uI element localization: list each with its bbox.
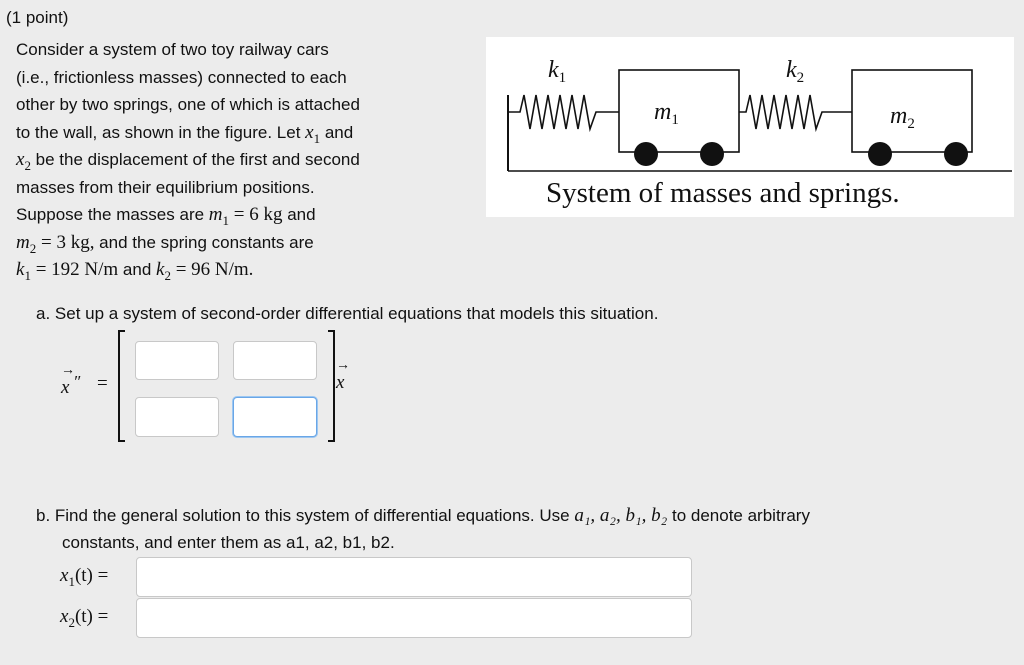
x1-label: $x_1(t)$ =	[60, 565, 109, 589]
problem-line	[16, 256, 456, 284]
problem-line: masses from their equilibrium positions.	[16, 177, 315, 197]
var-k2: $k_2$	[156, 259, 171, 283]
m1-label: $m_1$	[654, 99, 679, 128]
part-b-text: to denote arbitrary	[667, 506, 810, 525]
problem-line	[16, 229, 456, 257]
part-b-text: b. Find the general solution to this system of differential equations. Use	[36, 506, 575, 525]
var-x1: $x_1$	[305, 121, 321, 146]
m1-value: = 6 kg	[229, 204, 283, 225]
wheel	[700, 142, 724, 166]
problem-line	[16, 201, 456, 229]
part-b-prompt	[36, 502, 810, 556]
matrix-cell-2-2[interactable]	[233, 397, 317, 437]
matrix-cell-2-1[interactable]	[135, 397, 219, 437]
var-x2: $x_2$	[16, 149, 31, 173]
spring-k2	[739, 95, 852, 129]
problem-line	[16, 119, 456, 147]
problem-line: (i.e., frictionless masses) connected to each	[16, 67, 347, 87]
problem-line: Consider a system of two toy railway cars	[16, 40, 329, 59]
m2-value: = 3 kg,	[36, 231, 95, 253]
mass-m1	[619, 70, 739, 152]
point-value: (1 point)	[6, 8, 69, 27]
left-bracket	[118, 330, 125, 442]
problem-text: and	[320, 122, 354, 142]
problem-text: and	[282, 205, 316, 224]
var-m1: $m_1$	[208, 204, 230, 228]
problem-line: other by two springs, one of which is attached	[16, 95, 360, 114]
part-a-prompt: a. Set up a system of second-order differential equations that models this situation.	[36, 304, 659, 323]
m2-label: $m_2$	[890, 103, 915, 132]
wheel	[634, 142, 658, 166]
matrix-cell-1-2[interactable]	[233, 341, 317, 380]
rhs-x-vector: → x	[336, 358, 350, 393]
matrix-cell-1-1[interactable]	[135, 341, 219, 380]
problem-text: be the displacement of the first and second	[30, 150, 360, 169]
problem-statement	[16, 36, 456, 284]
k1-label: $k_1$	[548, 57, 567, 86]
problem-text: to the wall, as shown in the figure. Let	[16, 122, 306, 142]
problem-text: and	[118, 260, 156, 279]
x1-answer-input[interactable]	[136, 557, 692, 597]
var-m2: $m_2$	[16, 231, 37, 256]
mass-spring-figure	[486, 37, 1014, 217]
k2-value: = 96 N/m.	[170, 259, 254, 280]
vector-arrow-icon: →	[336, 358, 350, 373]
k2-label: $k_2$	[786, 57, 805, 86]
x2-answer-input[interactable]	[136, 598, 692, 638]
right-bracket	[328, 330, 335, 442]
spring-k1	[508, 95, 619, 129]
problem-text: Suppose the masses are	[16, 205, 209, 224]
problem-line	[16, 146, 456, 174]
figure-caption: System of masses and springs.	[546, 177, 900, 209]
equals-sign: =	[97, 373, 108, 394]
constant-names: a₁, a₂, b₁, b₂	[574, 505, 668, 526]
problem-text: and the spring constants are	[94, 232, 314, 252]
vector-arrow-icon: →	[61, 363, 75, 378]
part-b-text-line2: constants, and enter them as a1, a2, b1, b2.	[62, 533, 395, 552]
x2-label: $x_2(t)$ =	[60, 606, 109, 630]
wheel	[944, 142, 968, 166]
wheel	[868, 142, 892, 166]
k1-value: = 192 N/m	[30, 259, 119, 280]
var-k1: $k_1$	[16, 259, 31, 283]
lhs-x-vector: → x ″	[61, 363, 82, 398]
mass-m2	[852, 70, 972, 152]
